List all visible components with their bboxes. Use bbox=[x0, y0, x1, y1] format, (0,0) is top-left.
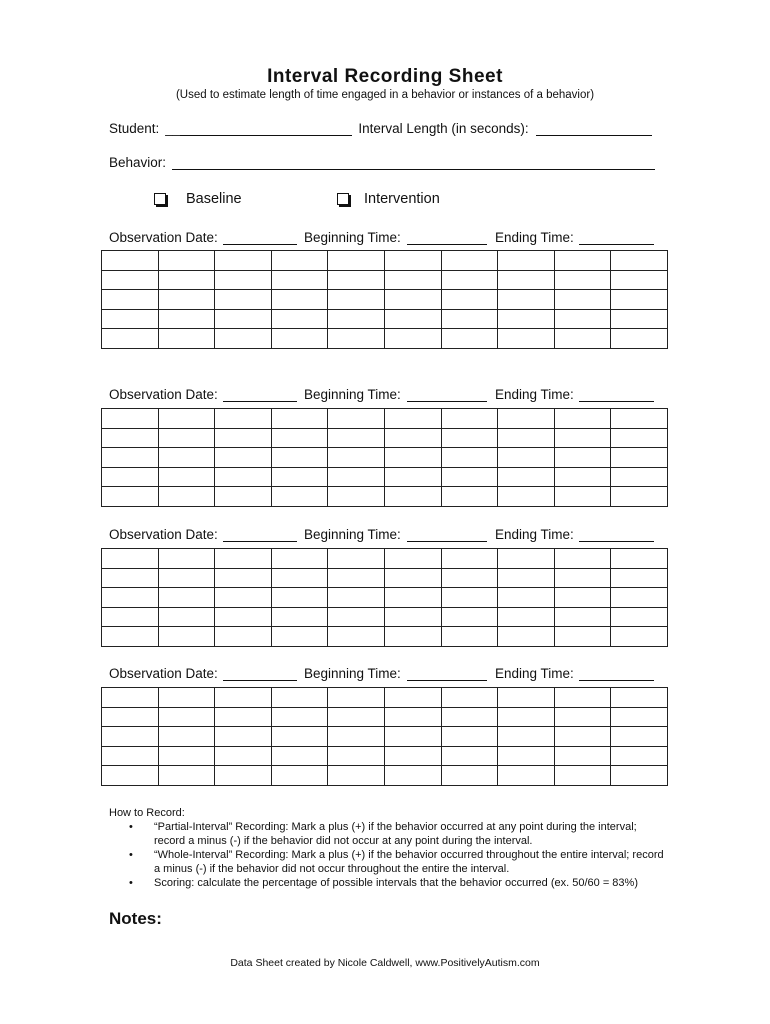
interval-cell[interactable] bbox=[215, 409, 272, 429]
interval-cell[interactable] bbox=[328, 448, 385, 468]
table-row bbox=[102, 607, 668, 627]
intervention-label: Intervention bbox=[364, 191, 440, 207]
how-to-scoring: Scoring: calculate the percentage of possible intervals that the behavior occurred (ex. 50/60 = 83%) bbox=[154, 877, 638, 889]
interval-cell[interactable] bbox=[102, 568, 159, 588]
interval-cell[interactable] bbox=[271, 409, 328, 429]
baseline-checkbox[interactable] bbox=[154, 193, 166, 205]
beginning-time-label: Beginning Time: bbox=[304, 230, 401, 245]
interval-cell[interactable] bbox=[158, 467, 215, 487]
interval-cell[interactable] bbox=[498, 428, 555, 448]
interval-cell[interactable] bbox=[384, 487, 441, 507]
interval-cell[interactable] bbox=[271, 467, 328, 487]
interval-cell[interactable] bbox=[554, 448, 611, 468]
interval-cell[interactable] bbox=[384, 309, 441, 329]
interval-cell[interactable] bbox=[611, 251, 668, 271]
interval-cell[interactable] bbox=[328, 688, 385, 708]
table-row bbox=[102, 467, 668, 487]
interval-cell[interactable] bbox=[102, 549, 159, 569]
beginning-time-field[interactable] bbox=[407, 527, 487, 542]
interval-cell[interactable] bbox=[215, 251, 272, 271]
interval-cell[interactable] bbox=[271, 588, 328, 608]
interval-cell[interactable] bbox=[158, 329, 215, 349]
ending-time-group bbox=[495, 387, 654, 402]
interval-cell[interactable] bbox=[215, 329, 272, 349]
beginning-time-label: Beginning Time: bbox=[304, 527, 401, 542]
interval-cell[interactable] bbox=[554, 766, 611, 786]
ending-time-label: Ending Time: bbox=[495, 230, 574, 245]
interval-cell[interactable] bbox=[102, 688, 159, 708]
observation-date-field[interactable] bbox=[223, 666, 297, 681]
interval-cell[interactable] bbox=[102, 707, 159, 727]
baseline-label: Baseline bbox=[186, 191, 242, 207]
interval-cell[interactable] bbox=[215, 309, 272, 329]
interval-cell[interactable] bbox=[271, 746, 328, 766]
interval-cell[interactable] bbox=[611, 270, 668, 290]
interval-cell[interactable] bbox=[158, 309, 215, 329]
beginning-time-label: Beginning Time: bbox=[304, 387, 401, 402]
interval-cell[interactable] bbox=[554, 627, 611, 647]
interval-cell[interactable] bbox=[215, 568, 272, 588]
interval-cell[interactable] bbox=[554, 607, 611, 627]
interval-cell[interactable] bbox=[441, 746, 498, 766]
interval-cell[interactable] bbox=[102, 329, 159, 349]
interval-cell[interactable] bbox=[498, 627, 555, 647]
interval-cell[interactable] bbox=[102, 487, 159, 507]
beginning-time-label: Beginning Time: bbox=[304, 666, 401, 681]
table-row bbox=[102, 448, 668, 468]
interval-cell[interactable] bbox=[384, 588, 441, 608]
interval-cell[interactable] bbox=[384, 251, 441, 271]
table-row bbox=[102, 329, 668, 349]
observation-date-field[interactable] bbox=[223, 387, 297, 402]
table-row bbox=[102, 688, 668, 708]
intervention-option[interactable] bbox=[337, 191, 440, 207]
interval-cell[interactable] bbox=[498, 487, 555, 507]
beginning-time-group bbox=[304, 387, 487, 402]
interval-cell[interactable] bbox=[102, 448, 159, 468]
how-to-partial-interval: “Partial-Interval” Recording: Mark a plus (+) if the behavior occurred at any point during the interval; record a minus (-) if the behavior did not occur at any point during the interval. bbox=[154, 821, 637, 847]
interval-cell[interactable] bbox=[215, 588, 272, 608]
interval-cell[interactable] bbox=[328, 627, 385, 647]
how-to-list bbox=[109, 820, 669, 890]
interval-cell[interactable] bbox=[441, 707, 498, 727]
observation-date-label: Observation Date: bbox=[109, 387, 218, 402]
interval-cell[interactable] bbox=[554, 588, 611, 608]
interval-cell[interactable] bbox=[384, 766, 441, 786]
interval-cell[interactable] bbox=[611, 627, 668, 647]
interval-cell[interactable] bbox=[328, 329, 385, 349]
interval-cell[interactable] bbox=[441, 727, 498, 747]
observation-date-group bbox=[109, 666, 297, 681]
observation-date-field[interactable] bbox=[223, 527, 297, 542]
interval-cell[interactable] bbox=[215, 688, 272, 708]
interval-cell[interactable] bbox=[441, 448, 498, 468]
interval-cell[interactable] bbox=[215, 487, 272, 507]
interval-cell[interactable] bbox=[554, 549, 611, 569]
interval-cell[interactable] bbox=[102, 727, 159, 747]
table-row bbox=[102, 568, 668, 588]
interval-cell[interactable] bbox=[102, 309, 159, 329]
table-row bbox=[102, 487, 668, 507]
interval-cell[interactable] bbox=[384, 428, 441, 448]
interval-cell[interactable] bbox=[158, 487, 215, 507]
notes-heading: Notes: bbox=[109, 909, 162, 928]
interval-cell[interactable] bbox=[328, 409, 385, 429]
interval-cell[interactable] bbox=[102, 251, 159, 271]
student-label: Student: bbox=[109, 121, 160, 136]
interval-cell[interactable] bbox=[102, 588, 159, 608]
interval-cell[interactable] bbox=[158, 409, 215, 429]
interval-cell[interactable] bbox=[158, 746, 215, 766]
table-row bbox=[102, 251, 668, 271]
interval-cell[interactable] bbox=[271, 549, 328, 569]
interval-cell[interactable] bbox=[384, 727, 441, 747]
interval-cell[interactable] bbox=[271, 251, 328, 271]
ending-time-label: Ending Time: bbox=[495, 527, 574, 542]
interval-cell[interactable] bbox=[102, 409, 159, 429]
interval-cell[interactable] bbox=[102, 290, 159, 310]
how-to-whole-interval: “Whole-Interval” Recording: Mark a plus (+) if the behavior occurred throughout the entire interval; record a minus (-) if the behavior did not occur throughout the entire the interval. bbox=[154, 849, 664, 875]
interval-cell[interactable] bbox=[611, 409, 668, 429]
interval-cell[interactable] bbox=[328, 766, 385, 786]
interval-cell[interactable] bbox=[498, 467, 555, 487]
interval-cell[interactable] bbox=[102, 467, 159, 487]
interval-cell[interactable] bbox=[611, 607, 668, 627]
interval-cell[interactable] bbox=[384, 568, 441, 588]
ending-time-field[interactable] bbox=[579, 527, 654, 542]
interval-cell[interactable] bbox=[441, 627, 498, 647]
interval-cell[interactable] bbox=[215, 428, 272, 448]
beginning-time-group bbox=[304, 527, 487, 542]
interval-cell[interactable] bbox=[554, 290, 611, 310]
interval-cell[interactable] bbox=[102, 746, 159, 766]
interval-cell[interactable] bbox=[611, 290, 668, 310]
interval-cell[interactable] bbox=[441, 467, 498, 487]
interval-cell[interactable] bbox=[215, 607, 272, 627]
interval-cell[interactable] bbox=[554, 428, 611, 448]
interval-cell[interactable] bbox=[441, 329, 498, 349]
interval-cell[interactable] bbox=[215, 448, 272, 468]
interval-cell[interactable] bbox=[384, 270, 441, 290]
interval-cell[interactable] bbox=[271, 766, 328, 786]
interval-cell[interactable] bbox=[611, 549, 668, 569]
interval-cell[interactable] bbox=[328, 487, 385, 507]
interval-cell[interactable] bbox=[328, 251, 385, 271]
interval-cell[interactable] bbox=[384, 290, 441, 310]
interval-cell[interactable] bbox=[441, 588, 498, 608]
bullet-icon: • bbox=[129, 877, 133, 889]
interval-cell[interactable] bbox=[328, 309, 385, 329]
interval-cell[interactable] bbox=[498, 727, 555, 747]
interval-cell[interactable] bbox=[271, 329, 328, 349]
interval-cell[interactable] bbox=[554, 707, 611, 727]
interval-cell[interactable] bbox=[611, 727, 668, 747]
interval-cell[interactable] bbox=[102, 428, 159, 448]
behavior-row bbox=[109, 155, 655, 170]
interval-cell[interactable] bbox=[441, 428, 498, 448]
interval-grid bbox=[101, 687, 668, 786]
interval-cell[interactable] bbox=[215, 707, 272, 727]
interval-cell[interactable] bbox=[215, 270, 272, 290]
interval-cell[interactable] bbox=[554, 746, 611, 766]
interval-cell[interactable] bbox=[328, 727, 385, 747]
beginning-time-field[interactable] bbox=[407, 230, 487, 245]
interval-cell[interactable] bbox=[611, 588, 668, 608]
interval-cell[interactable] bbox=[102, 270, 159, 290]
beginning-time-field[interactable] bbox=[407, 387, 487, 402]
observation-date-label: Observation Date: bbox=[109, 527, 218, 542]
behavior-label: Behavior: bbox=[109, 155, 167, 170]
interval-cell[interactable] bbox=[158, 627, 215, 647]
interval-cell[interactable] bbox=[158, 448, 215, 468]
interval-cell[interactable] bbox=[498, 290, 555, 310]
interval-cell[interactable] bbox=[441, 549, 498, 569]
interval-cell[interactable] bbox=[554, 329, 611, 349]
interval-cell[interactable] bbox=[102, 607, 159, 627]
how-to-heading: How to Record: bbox=[109, 807, 185, 819]
table-row bbox=[102, 588, 668, 608]
ending-time-label: Ending Time: bbox=[495, 387, 574, 402]
interval-cell[interactable] bbox=[328, 746, 385, 766]
interval-cell[interactable] bbox=[215, 727, 272, 747]
student-value: __ bbox=[165, 121, 181, 136]
table-row bbox=[102, 746, 668, 766]
interval-cell[interactable] bbox=[611, 329, 668, 349]
interval-cell[interactable] bbox=[441, 309, 498, 329]
interval-cell[interactable] bbox=[611, 487, 668, 507]
interval-cell[interactable] bbox=[554, 487, 611, 507]
table-row bbox=[102, 766, 668, 786]
interval-cell[interactable] bbox=[328, 290, 385, 310]
interval-cell[interactable] bbox=[498, 329, 555, 349]
interval-cell[interactable] bbox=[328, 549, 385, 569]
interval-cell[interactable] bbox=[271, 627, 328, 647]
interval-cell[interactable] bbox=[554, 727, 611, 747]
interval-cell[interactable] bbox=[611, 688, 668, 708]
interval-grid bbox=[101, 408, 668, 507]
interval-cell[interactable] bbox=[554, 688, 611, 708]
bullet-icon: • bbox=[129, 849, 133, 861]
interval-cell[interactable] bbox=[102, 766, 159, 786]
interval-cell[interactable] bbox=[328, 707, 385, 727]
interval-cell[interactable] bbox=[158, 428, 215, 448]
interval-cell[interactable] bbox=[158, 707, 215, 727]
table-row bbox=[102, 290, 668, 310]
interval-cell[interactable] bbox=[271, 270, 328, 290]
ending-time-field[interactable] bbox=[579, 666, 654, 681]
interval-cell[interactable] bbox=[158, 607, 215, 627]
interval-cell[interactable] bbox=[384, 707, 441, 727]
interval-cell[interactable] bbox=[384, 627, 441, 647]
interval-cell[interactable] bbox=[441, 251, 498, 271]
table-row bbox=[102, 270, 668, 290]
interval-length-field[interactable] bbox=[536, 121, 652, 136]
interval-cell[interactable] bbox=[498, 568, 555, 588]
ending-time-field[interactable] bbox=[579, 387, 654, 402]
interval-cell[interactable] bbox=[611, 309, 668, 329]
ending-time-group bbox=[495, 666, 654, 681]
interval-cell[interactable] bbox=[441, 607, 498, 627]
interval-cell[interactable] bbox=[498, 309, 555, 329]
intervention-checkbox[interactable] bbox=[337, 193, 349, 205]
interval-cell[interactable] bbox=[384, 746, 441, 766]
interval-cell[interactable] bbox=[554, 251, 611, 271]
interval-cell[interactable] bbox=[498, 251, 555, 271]
interval-cell[interactable] bbox=[328, 428, 385, 448]
interval-cell[interactable] bbox=[611, 448, 668, 468]
interval-cell[interactable] bbox=[158, 270, 215, 290]
interval-cell[interactable] bbox=[441, 688, 498, 708]
interval-cell[interactable] bbox=[384, 329, 441, 349]
interval-cell[interactable] bbox=[271, 707, 328, 727]
interval-cell[interactable] bbox=[384, 688, 441, 708]
ending-time-field[interactable] bbox=[579, 230, 654, 245]
interval-cell[interactable] bbox=[498, 688, 555, 708]
interval-cell[interactable] bbox=[441, 270, 498, 290]
interval-cell[interactable] bbox=[498, 549, 555, 569]
observation-date-label: Observation Date: bbox=[109, 230, 218, 245]
interval-cell[interactable] bbox=[611, 707, 668, 727]
table-row bbox=[102, 428, 668, 448]
behavior-field[interactable] bbox=[172, 155, 655, 170]
observation-date-label: Observation Date: bbox=[109, 666, 218, 681]
interval-cell[interactable] bbox=[328, 270, 385, 290]
interval-cell[interactable] bbox=[611, 766, 668, 786]
interval-cell[interactable] bbox=[271, 290, 328, 310]
interval-cell[interactable] bbox=[441, 568, 498, 588]
interval-cell[interactable] bbox=[498, 707, 555, 727]
ending-time-group bbox=[495, 230, 654, 245]
interval-cell[interactable] bbox=[158, 290, 215, 310]
interval-cell[interactable] bbox=[158, 688, 215, 708]
interval-cell[interactable] bbox=[441, 487, 498, 507]
interval-cell[interactable] bbox=[271, 487, 328, 507]
observation-date-group bbox=[109, 387, 297, 402]
interval-cell[interactable] bbox=[158, 727, 215, 747]
page-subtitle: (Used to estimate length of time engaged in a behavior or instances of a behavior) bbox=[175, 89, 595, 101]
interval-cell[interactable] bbox=[554, 270, 611, 290]
interval-cell[interactable] bbox=[158, 549, 215, 569]
interval-cell[interactable] bbox=[554, 568, 611, 588]
interval-cell[interactable] bbox=[271, 688, 328, 708]
interval-cell[interactable] bbox=[384, 467, 441, 487]
table-row bbox=[102, 309, 668, 329]
interval-cell[interactable] bbox=[611, 568, 668, 588]
list-item bbox=[109, 876, 669, 890]
page-title: Interval Recording Sheet bbox=[267, 66, 503, 87]
interval-cell[interactable] bbox=[554, 467, 611, 487]
table-row bbox=[102, 409, 668, 429]
ending-time-label: Ending Time: bbox=[495, 666, 574, 681]
interval-cell[interactable] bbox=[441, 290, 498, 310]
interval-cell[interactable] bbox=[328, 568, 385, 588]
ending-time-group bbox=[495, 527, 654, 542]
interval-cell[interactable] bbox=[271, 568, 328, 588]
interval-cell[interactable] bbox=[498, 766, 555, 786]
interval-cell[interactable] bbox=[498, 588, 555, 608]
interval-cell[interactable] bbox=[158, 588, 215, 608]
interval-cell[interactable] bbox=[498, 746, 555, 766]
interval-cell[interactable] bbox=[611, 467, 668, 487]
observation-date-field[interactable] bbox=[223, 230, 297, 245]
interval-cell[interactable] bbox=[271, 727, 328, 747]
interval-cell[interactable] bbox=[215, 627, 272, 647]
footer-credit: Data Sheet created by Nicole Caldwell, www.PositivelyAutism.com bbox=[230, 957, 540, 969]
table-row bbox=[102, 549, 668, 569]
interval-cell[interactable] bbox=[271, 428, 328, 448]
interval-cell[interactable] bbox=[328, 607, 385, 627]
beginning-time-group bbox=[304, 666, 487, 681]
table-row bbox=[102, 707, 668, 727]
interval-cell[interactable] bbox=[611, 746, 668, 766]
interval-cell[interactable] bbox=[328, 467, 385, 487]
interval-cell[interactable] bbox=[611, 428, 668, 448]
interval-cell[interactable] bbox=[498, 607, 555, 627]
list-item bbox=[109, 848, 669, 876]
interval-grid bbox=[101, 548, 668, 647]
interval-cell[interactable] bbox=[271, 448, 328, 468]
interval-grid bbox=[101, 250, 668, 349]
observation-date-group bbox=[109, 230, 297, 245]
table-row bbox=[102, 627, 668, 647]
interval-cell[interactable] bbox=[384, 607, 441, 627]
interval-cell[interactable] bbox=[441, 409, 498, 429]
interval-cell[interactable] bbox=[215, 549, 272, 569]
student-field[interactable] bbox=[180, 121, 352, 136]
interval-cell[interactable] bbox=[271, 607, 328, 627]
interval-cell[interactable] bbox=[384, 549, 441, 569]
interval-cell[interactable] bbox=[215, 766, 272, 786]
student-row bbox=[109, 121, 652, 136]
observation-date-group bbox=[109, 527, 297, 542]
interval-cell[interactable] bbox=[102, 627, 159, 647]
beginning-time-field[interactable] bbox=[407, 666, 487, 681]
interval-cell[interactable] bbox=[158, 568, 215, 588]
interval-cell[interactable] bbox=[328, 588, 385, 608]
beginning-time-group bbox=[304, 230, 487, 245]
bullet-icon: • bbox=[129, 821, 133, 833]
table-row bbox=[102, 727, 668, 747]
baseline-option[interactable] bbox=[154, 191, 242, 207]
interval-cell[interactable] bbox=[498, 270, 555, 290]
interval-cell[interactable] bbox=[384, 409, 441, 429]
list-item bbox=[109, 820, 669, 848]
interval-cell[interactable] bbox=[215, 290, 272, 310]
interval-cell[interactable] bbox=[158, 766, 215, 786]
interval-cell[interactable] bbox=[441, 766, 498, 786]
interval-cell[interactable] bbox=[158, 251, 215, 271]
interval-length-label: Interval Length (in seconds): bbox=[358, 121, 529, 136]
interval-cell[interactable] bbox=[215, 467, 272, 487]
interval-cell[interactable] bbox=[215, 746, 272, 766]
interval-cell[interactable] bbox=[498, 409, 555, 429]
interval-cell[interactable] bbox=[384, 448, 441, 468]
interval-cell[interactable] bbox=[498, 448, 555, 468]
interval-cell[interactable] bbox=[554, 409, 611, 429]
interval-cell[interactable] bbox=[271, 309, 328, 329]
how-to-record bbox=[109, 806, 669, 890]
interval-cell[interactable] bbox=[554, 309, 611, 329]
